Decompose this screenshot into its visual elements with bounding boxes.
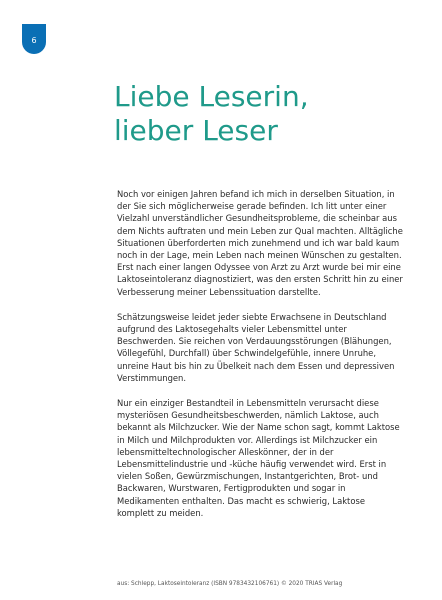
heading-line-2: lieber Leser — [114, 114, 278, 147]
heading-line-1: Liebe Leserin, — [114, 80, 309, 113]
paragraph-2: Schätzungsweise leidet jeder siebte Erwachsene in Deutschland aufgrund des Laktosegehalts vieler Lebensmittel unter Beschwerden. Sie reichen von Verdauungsstörungen (Blähungen, Völlegefühl, Durchfall) über Schwindelgefühle, innere Unruhe, unreine Haut bis hin zu Übelkeit nach dem Essen und depressiven Verstimmungen. — [117, 311, 395, 383]
paragraph-3: Nur ein einziger Bestandteil in Lebensmitteln verursacht diese mysteriösen Gesundheitsbeschwerden, nämlich Laktose, auch bekannt als Milchzucker. Wie der Name schon sagt, kommt Laktose in Milch und Milchprodukten vor. Allerdings ist Milchzucker ein lebensmitteltechnologischer Alleskönner, der in der Lebensmittelindustrie und -küche häufig verwendet wird. Erst in vielen Soßen, Gewürzmischungen, Instantgerichten, Brot- und Backwaren, Wurstwaren, Fertigprodukten und sogar in Medikamenten enthalten. Das macht es schwierig, Laktose komplett zu meiden. — [117, 398, 400, 518]
body-text — [117, 188, 404, 532]
page-number: 6 — [31, 36, 37, 45]
footer-citation: aus: Schlepp, Laktoseintoleranz (ISBN 9783432106761) © 2020 TRIAS Verlag — [117, 581, 343, 587]
page-number-tab — [22, 24, 46, 54]
paragraph-1: Noch vor einigen Jahren befand ich mich in derselben Situation, in der Sie sich möglicherweise gerade befinden. Ich litt unter einer Vielzahl unverständlicher Gesundheitsprobleme, die scheinbar aus dem Nichts auftraten und mein Leben zur Qual machten. Alltägliche Situationen überforderten mich zunehmend und ich war bald kaum noch in der Lage, mein Leben nach meinen Wünschen zu gestalten. Erst nach einer langen Odyssee von Arzt zu Arzt wurde bei mir eine Laktoseintoleranz diagnostiziert, was den ersten Schritt hin zu einer Verbesserung meiner Lebenssituation darstellte. — [117, 189, 403, 297]
page-heading — [114, 80, 414, 148]
